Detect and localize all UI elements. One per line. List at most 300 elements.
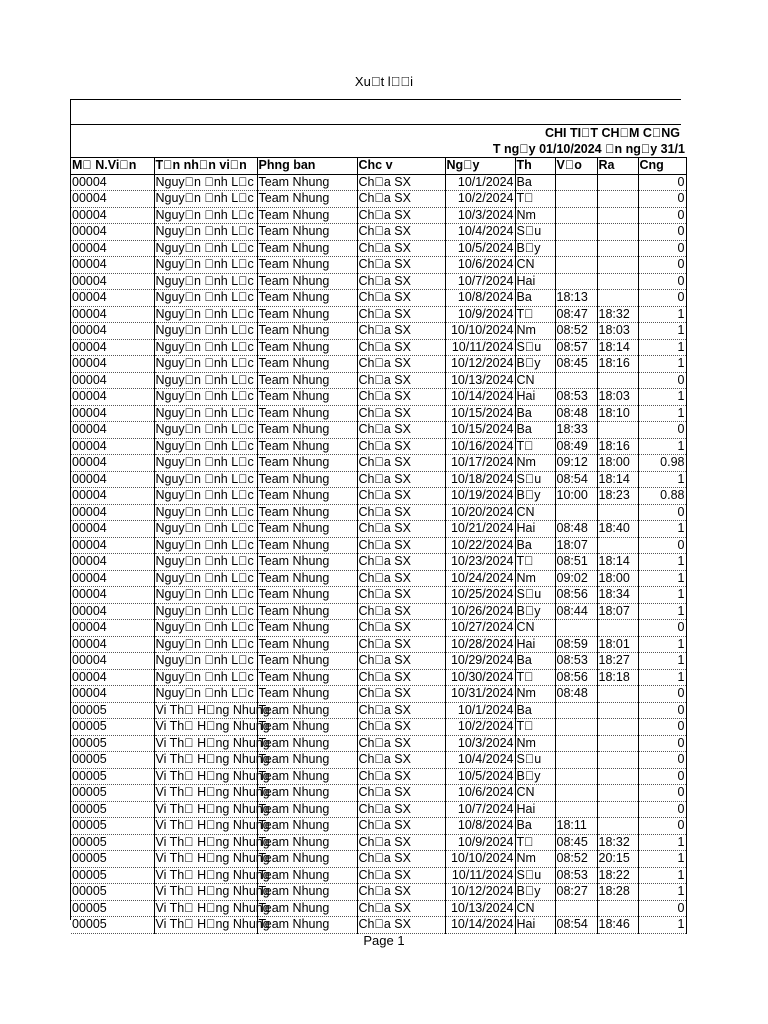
department-cell: Team Nhung	[257, 768, 357, 785]
position-cell: Ch a SX	[357, 653, 445, 670]
table-row	[71, 174, 686, 191]
weekday-cell: B y	[515, 488, 555, 505]
check-out-cell	[597, 785, 638, 802]
position-cell: Ch a SX	[357, 207, 445, 224]
employee-id-cell: 00004	[71, 521, 154, 538]
employee-id-cell: 00004	[71, 653, 154, 670]
check-out-cell: 18:01	[597, 636, 638, 653]
table-row	[71, 702, 686, 719]
check-out-cell	[597, 257, 638, 274]
department-cell: Team Nhung	[257, 537, 357, 554]
check-out-cell: 18:32	[597, 306, 638, 323]
workday-cell: 0	[638, 900, 686, 917]
weekday-cell: CN	[515, 257, 555, 274]
workday-cell: 1	[638, 884, 686, 901]
department-cell: Team Nhung	[257, 372, 357, 389]
check-in-cell: 08:53	[555, 867, 597, 884]
spreadsheet-area	[70, 99, 685, 932]
workday-cell: 1	[638, 356, 686, 373]
date-cell: 10/3/2024	[445, 207, 515, 224]
workday-cell: 1	[638, 834, 686, 851]
position-cell: Ch a SX	[357, 521, 445, 538]
employee-name-cell: Nguy n  nh L c	[154, 207, 257, 224]
department-cell: Team Nhung	[257, 405, 357, 422]
table-row	[71, 752, 686, 769]
department-cell: Team Nhung	[257, 669, 357, 686]
department-cell: Team Nhung	[257, 636, 357, 653]
workday-cell: 0	[638, 273, 686, 290]
employee-id-cell: 00004	[71, 174, 154, 191]
check-in-cell: 08:48	[555, 521, 597, 538]
position-cell: Ch a SX	[357, 471, 445, 488]
workday-cell: 1	[638, 438, 686, 455]
position-cell: Ch a SX	[357, 174, 445, 191]
check-in-cell	[555, 785, 597, 802]
department-cell: Team Nhung	[257, 323, 357, 340]
department-cell: Team Nhung	[257, 653, 357, 670]
employee-id-cell: 00004	[71, 438, 154, 455]
workday-cell: 1	[638, 867, 686, 884]
date-cell: 10/8/2024	[445, 290, 515, 307]
weekday-cell: B y	[515, 240, 555, 257]
check-in-cell: 08:59	[555, 636, 597, 653]
workday-cell: 0.98	[638, 455, 686, 472]
weekday-cell: Nm	[515, 851, 555, 868]
check-out-cell	[597, 240, 638, 257]
employee-id-cell: 00004	[71, 455, 154, 472]
department-cell: Team Nhung	[257, 834, 357, 851]
position-cell: Ch a SX	[357, 438, 445, 455]
check-in-cell: 08:52	[555, 323, 597, 340]
employee-name-cell: Nguy n  nh L c	[154, 306, 257, 323]
weekday-cell: Hai	[515, 917, 555, 934]
workday-cell: 1	[638, 851, 686, 868]
check-out-cell: 18:16	[597, 438, 638, 455]
weekday-cell: S u	[515, 471, 555, 488]
workday-cell: 0	[638, 372, 686, 389]
date-cell: 10/28/2024	[445, 636, 515, 653]
date-cell: 10/3/2024	[445, 735, 515, 752]
employee-id-cell: 00004	[71, 273, 154, 290]
table-row	[71, 834, 686, 851]
employee-name-cell: Nguy n  nh L c	[154, 405, 257, 422]
date-cell: 10/29/2024	[445, 653, 515, 670]
check-out-cell	[597, 620, 638, 637]
department-cell: Team Nhung	[257, 851, 357, 868]
column-header-position: Chc v	[357, 158, 445, 175]
employee-id-cell: 00005	[71, 785, 154, 802]
table-row	[71, 224, 686, 241]
check-out-cell: 18:32	[597, 834, 638, 851]
column-header-weekday: Th	[515, 158, 555, 175]
check-in-cell: 08:47	[555, 306, 597, 323]
workday-cell: 0	[638, 257, 686, 274]
workday-cell: 0	[638, 290, 686, 307]
weekday-cell: Hai	[515, 273, 555, 290]
department-cell: Team Nhung	[257, 554, 357, 571]
date-cell: 10/25/2024	[445, 587, 515, 604]
department-cell: Team Nhung	[257, 801, 357, 818]
position-cell: Ch a SX	[357, 768, 445, 785]
employee-id-cell: 00005	[71, 768, 154, 785]
employee-id-cell: 00005	[71, 735, 154, 752]
weekday-cell: S u	[515, 224, 555, 241]
employee-id-cell: 00004	[71, 422, 154, 439]
weekday-cell: Nm	[515, 735, 555, 752]
table-row	[71, 818, 686, 835]
weekday-cell: CN	[515, 372, 555, 389]
employee-name-cell: Nguy n  nh L c	[154, 669, 257, 686]
workday-cell: 0	[638, 785, 686, 802]
employee-id-cell: 00004	[71, 504, 154, 521]
employee-id-cell: 00004	[71, 191, 154, 208]
date-cell: 10/11/2024	[445, 867, 515, 884]
workday-cell: 0	[638, 686, 686, 703]
weekday-cell: B y	[515, 884, 555, 901]
check-in-cell: 08:56	[555, 669, 597, 686]
department-cell: Team Nhung	[257, 785, 357, 802]
employee-id-cell: 00004	[71, 554, 154, 571]
weekday-cell: B y	[515, 356, 555, 373]
employee-name-cell: Vi Th  H ng Nhung	[155, 702, 270, 717]
weekday-cell: T 	[515, 719, 555, 736]
department-cell: Team Nhung	[257, 207, 357, 224]
weekday-cell: Nm	[515, 455, 555, 472]
table-row	[71, 471, 686, 488]
weekday-cell: T 	[515, 554, 555, 571]
date-cell: 10/6/2024	[445, 785, 515, 802]
employee-name-cell: Nguy n  nh L c	[154, 521, 257, 538]
position-cell: Ch a SX	[357, 422, 445, 439]
weekday-cell: Ba	[515, 290, 555, 307]
employee-name-cell: Nguy n  nh L c	[154, 372, 257, 389]
date-cell: 10/9/2024	[445, 306, 515, 323]
employee-id-cell: 00004	[71, 240, 154, 257]
employee-id-cell: 00004	[71, 537, 154, 554]
workday-cell: 1	[638, 339, 686, 356]
table-row	[71, 620, 686, 637]
check-in-cell: 09:12	[555, 455, 597, 472]
employee-name-cell: Nguy n  nh L c	[154, 587, 257, 604]
employee-id-cell: 00004	[71, 488, 154, 505]
table-row	[71, 587, 686, 604]
table-row	[71, 686, 686, 703]
check-in-cell	[555, 207, 597, 224]
position-cell: Ch a SX	[357, 884, 445, 901]
department-cell: Team Nhung	[257, 818, 357, 835]
weekday-cell: Ba	[515, 818, 555, 835]
employee-name-cell: Nguy n  nh L c	[154, 339, 257, 356]
table-row	[71, 768, 686, 785]
employee-name-cell: Nguy n  nh L c	[154, 438, 257, 455]
weekday-cell: T 	[515, 191, 555, 208]
employee-id-cell: 00004	[71, 290, 154, 307]
table-row	[71, 719, 686, 736]
position-cell: Ch a SX	[357, 306, 445, 323]
weekday-cell: B y	[515, 603, 555, 620]
workday-cell: 0	[638, 719, 686, 736]
check-out-cell: 18:16	[597, 356, 638, 373]
employee-id-cell: 00004	[71, 389, 154, 406]
position-cell: Ch a SX	[357, 834, 445, 851]
check-in-cell	[555, 702, 597, 719]
workday-cell: 0	[638, 768, 686, 785]
date-cell: 10/15/2024	[445, 405, 515, 422]
check-out-cell: 18:18	[597, 669, 638, 686]
check-out-cell	[597, 752, 638, 769]
department-cell: Team Nhung	[257, 752, 357, 769]
weekday-cell: Nm	[515, 207, 555, 224]
department-cell: Team Nhung	[257, 191, 357, 208]
workday-cell: 0	[638, 191, 686, 208]
workday-cell: 0	[638, 224, 686, 241]
employee-name-cell: Vi Th  H ng Nhung	[155, 719, 270, 734]
employee-id-cell: 00004	[71, 570, 154, 587]
page-header-title: Xu t l  i	[354, 74, 414, 89]
table-row	[71, 917, 686, 934]
position-cell: Ch a SX	[357, 620, 445, 637]
weekday-cell: Ba	[515, 702, 555, 719]
employee-id-cell: 00004	[71, 339, 154, 356]
weekday-cell: Hai	[515, 636, 555, 653]
date-cell: 10/31/2024	[445, 686, 515, 703]
department-cell: Team Nhung	[257, 273, 357, 290]
table-row	[71, 570, 686, 587]
date-cell: 10/2/2024	[445, 719, 515, 736]
check-in-cell	[555, 620, 597, 637]
check-out-cell	[597, 686, 638, 703]
weekday-cell: Ba	[515, 653, 555, 670]
weekday-cell: S u	[515, 867, 555, 884]
column-header-check-in: V o	[555, 158, 597, 175]
date-cell: 10/27/2024	[445, 620, 515, 637]
check-out-cell: 18:00	[597, 570, 638, 587]
employee-id-cell: 00004	[71, 306, 154, 323]
check-out-cell: 18:10	[597, 405, 638, 422]
table-row	[71, 240, 686, 257]
department-cell: Team Nhung	[257, 917, 357, 934]
date-cell: 10/4/2024	[445, 224, 515, 241]
check-in-cell: 18:07	[555, 537, 597, 554]
date-cell: 10/13/2024	[445, 372, 515, 389]
check-in-cell: 08:54	[555, 471, 597, 488]
position-cell: Ch a SX	[357, 570, 445, 587]
date-cell: 10/20/2024	[445, 504, 515, 521]
employee-id-cell: 00005	[71, 884, 154, 901]
table-row	[71, 785, 686, 802]
employee-name-cell: Nguy n  nh L c	[154, 686, 257, 703]
position-cell: Ch a SX	[357, 224, 445, 241]
check-in-cell: 08:49	[555, 438, 597, 455]
position-cell: Ch a SX	[357, 290, 445, 307]
check-out-cell: 18:00	[597, 455, 638, 472]
table-row	[71, 389, 686, 406]
employee-id-cell: 00005	[71, 801, 154, 818]
check-out-cell: 18:14	[597, 471, 638, 488]
table-row	[71, 438, 686, 455]
workday-cell: 0	[638, 620, 686, 637]
position-cell: Ch a SX	[357, 851, 445, 868]
employee-name-cell: Nguy n  nh L c	[154, 240, 257, 257]
position-cell: Ch a SX	[357, 752, 445, 769]
column-header-department: Phng ban	[257, 158, 357, 175]
check-in-cell	[555, 752, 597, 769]
check-in-cell: 08:52	[555, 851, 597, 868]
employee-name-cell: Nguy n  nh L c	[154, 554, 257, 571]
check-out-cell: 18:03	[597, 323, 638, 340]
workday-cell: 0	[638, 818, 686, 835]
check-in-cell: 08:54	[555, 917, 597, 934]
workday-cell: 1	[638, 323, 686, 340]
position-cell: Ch a SX	[357, 339, 445, 356]
employee-name-cell: Nguy n  nh L c	[154, 653, 257, 670]
department-cell: Team Nhung	[257, 900, 357, 917]
date-cell: 10/16/2024	[445, 438, 515, 455]
position-cell: Ch a SX	[357, 273, 445, 290]
table-row	[71, 207, 686, 224]
check-out-cell: 18:27	[597, 653, 638, 670]
weekday-cell: T 	[515, 438, 555, 455]
date-cell: 10/15/2024	[445, 422, 515, 439]
table-row	[71, 636, 686, 653]
date-cell: 10/6/2024	[445, 257, 515, 274]
check-out-cell	[597, 537, 638, 554]
employee-name-cell: Nguy n  nh L c	[154, 290, 257, 307]
date-cell: 10/30/2024	[445, 669, 515, 686]
workday-cell: 0	[638, 702, 686, 719]
position-cell: Ch a SX	[357, 669, 445, 686]
date-cell: 10/7/2024	[445, 801, 515, 818]
employee-name-cell: Vi Th  H ng Nhung	[155, 785, 270, 800]
department-cell: Team Nhung	[257, 488, 357, 505]
table-row	[71, 405, 686, 422]
employee-name-cell: Nguy n  nh L c	[154, 603, 257, 620]
employee-name-cell: Vi Th  H ng Nhung	[155, 867, 270, 882]
date-cell: 10/2/2024	[445, 191, 515, 208]
position-cell: Ch a SX	[357, 719, 445, 736]
employee-name-cell: Nguy n  nh L c	[154, 257, 257, 274]
check-out-cell	[597, 273, 638, 290]
employee-id-cell: 00005	[71, 752, 154, 769]
check-out-cell	[597, 702, 638, 719]
date-cell: 10/1/2024	[445, 174, 515, 191]
department-cell: Team Nhung	[257, 174, 357, 191]
employee-name-cell: Nguy n  nh L c	[154, 537, 257, 554]
check-out-cell	[597, 504, 638, 521]
date-cell: 10/10/2024	[445, 851, 515, 868]
employee-id-cell: 00005	[71, 851, 154, 868]
check-in-cell: 08:48	[555, 405, 597, 422]
position-cell: Ch a SX	[357, 389, 445, 406]
department-cell: Team Nhung	[257, 224, 357, 241]
department-cell: Team Nhung	[257, 290, 357, 307]
date-cell: 10/11/2024	[445, 339, 515, 356]
check-out-cell: 18:07	[597, 603, 638, 620]
workday-cell: 1	[638, 554, 686, 571]
employee-id-cell: 00004	[71, 372, 154, 389]
table-row	[71, 306, 686, 323]
position-cell: Ch a SX	[357, 867, 445, 884]
date-cell: 10/17/2024	[445, 455, 515, 472]
employee-name-cell: Nguy n  nh L c	[154, 273, 257, 290]
workday-cell: 1	[638, 306, 686, 323]
check-in-cell: 08:57	[555, 339, 597, 356]
department-cell: Team Nhung	[257, 339, 357, 356]
workday-cell: 0	[638, 174, 686, 191]
employee-id-cell: 00005	[71, 818, 154, 835]
employee-name-cell: Vi Th  H ng Nhung	[155, 884, 270, 899]
check-in-cell	[555, 900, 597, 917]
check-in-cell: 08:27	[555, 884, 597, 901]
department-cell: Team Nhung	[257, 587, 357, 604]
check-in-cell: 18:33	[555, 422, 597, 439]
position-cell: Ch a SX	[357, 257, 445, 274]
position-cell: Ch a SX	[357, 735, 445, 752]
position-cell: Ch a SX	[357, 504, 445, 521]
workday-cell: 1	[638, 587, 686, 604]
column-header-check-out: Ra	[597, 158, 638, 175]
check-out-cell	[597, 768, 638, 785]
weekday-cell: Hai	[515, 389, 555, 406]
department-cell: Team Nhung	[257, 422, 357, 439]
employee-id-cell: 00005	[71, 834, 154, 851]
check-in-cell	[555, 174, 597, 191]
employee-id-cell: 00004	[71, 257, 154, 274]
workday-cell: 0.88	[638, 488, 686, 505]
check-in-cell: 08:51	[555, 554, 597, 571]
department-cell: Team Nhung	[257, 702, 357, 719]
table-row	[71, 851, 686, 868]
check-out-cell: 18:28	[597, 884, 638, 901]
weekday-cell: CN	[515, 785, 555, 802]
check-in-cell	[555, 801, 597, 818]
department-cell: Team Nhung	[257, 884, 357, 901]
table-row	[71, 455, 686, 472]
workday-cell: 0	[638, 504, 686, 521]
employee-id-cell: 00004	[71, 686, 154, 703]
department-cell: Team Nhung	[257, 471, 357, 488]
position-cell: Ch a SX	[357, 488, 445, 505]
position-cell: Ch a SX	[357, 636, 445, 653]
table-row	[71, 603, 686, 620]
employee-name-cell: Nguy n  nh L c	[154, 504, 257, 521]
date-cell: 10/5/2024	[445, 240, 515, 257]
check-out-cell	[597, 191, 638, 208]
position-cell: Ch a SX	[357, 686, 445, 703]
check-out-cell: 18:40	[597, 521, 638, 538]
check-out-cell	[597, 818, 638, 835]
employee-name-cell: Nguy n  nh L c	[154, 323, 257, 340]
employee-name-cell: Nguy n  nh L c	[154, 471, 257, 488]
position-cell: Ch a SX	[357, 785, 445, 802]
employee-name-cell: Nguy n  nh L c	[154, 191, 257, 208]
check-out-cell: 18:34	[597, 587, 638, 604]
workday-cell: 0	[638, 801, 686, 818]
workday-cell: 0	[638, 422, 686, 439]
page-footer: Page 1	[363, 933, 405, 948]
position-cell: Ch a SX	[357, 405, 445, 422]
check-in-cell	[555, 273, 597, 290]
workday-cell: 1	[638, 603, 686, 620]
table-row	[71, 488, 686, 505]
check-out-cell	[597, 174, 638, 191]
table-row	[71, 554, 686, 571]
position-cell: Ch a SX	[357, 587, 445, 604]
position-cell: Ch a SX	[357, 537, 445, 554]
column-header-date: Ng y	[445, 158, 515, 175]
table-row	[71, 191, 686, 208]
employee-name-cell: Vi Th  H ng Nhung	[155, 752, 270, 767]
